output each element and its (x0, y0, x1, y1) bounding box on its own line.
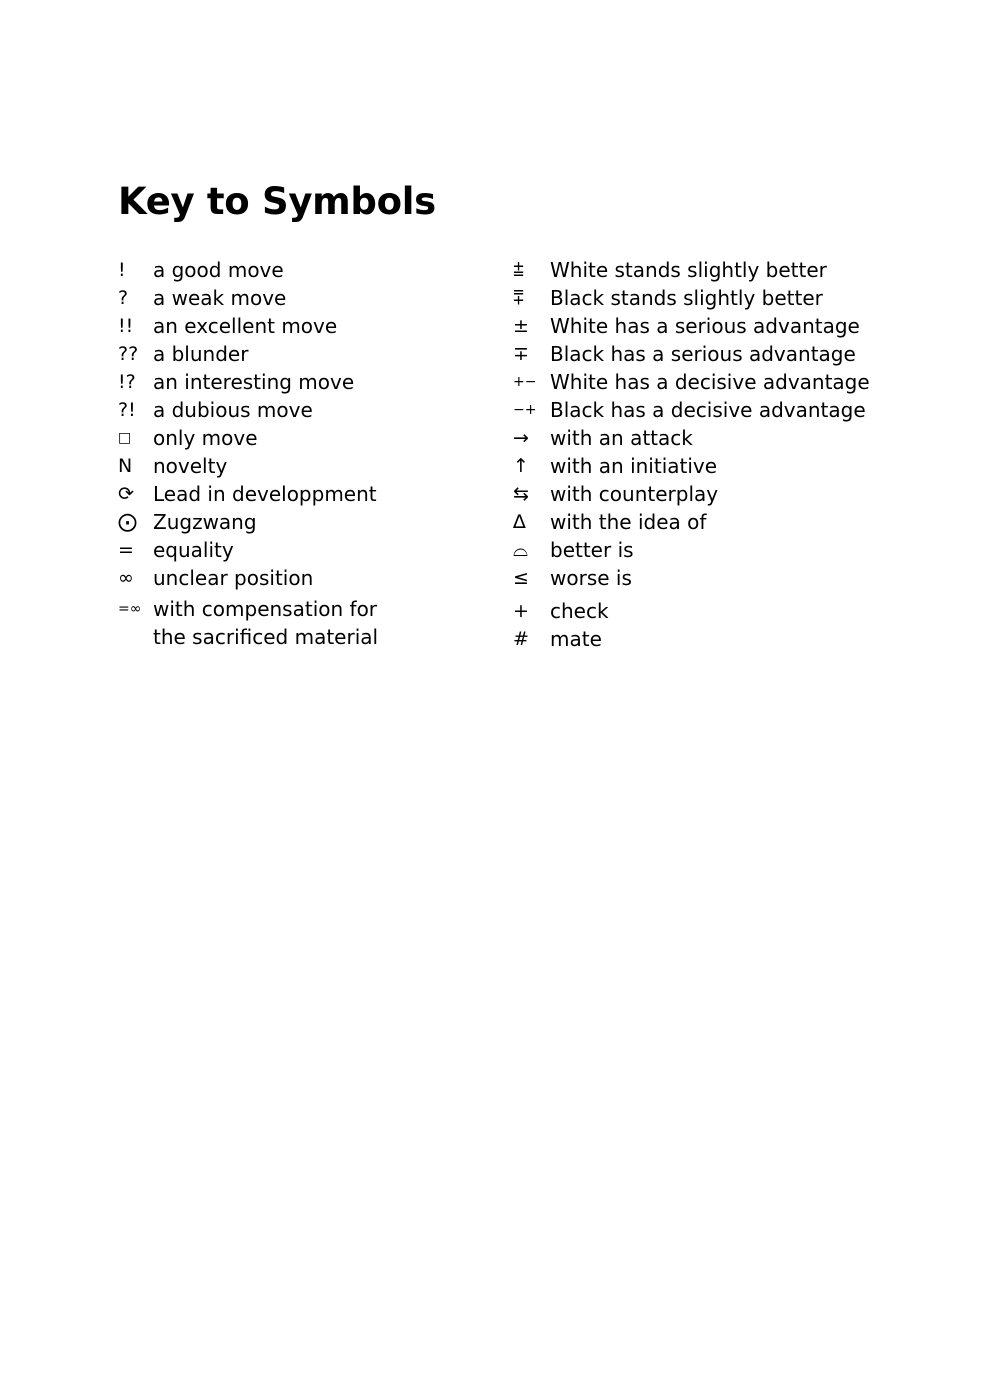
symbol: = (118, 539, 134, 561)
symbol: N (118, 455, 133, 477)
symbol-row-novelty (118, 452, 478, 480)
symbol-row-black-serious-advantage (513, 340, 913, 368)
symbol-meaning: White has a decisive advantage (550, 370, 870, 394)
symbol-row-blunder (118, 340, 478, 368)
symbol-row-white-slightly-better (513, 256, 913, 284)
symbol-meaning: a blunder (153, 342, 249, 366)
right-arrow-icon: → (513, 427, 529, 449)
symbol-row-white-decisive-advantage (513, 368, 913, 396)
symbol-meaning: equality (153, 538, 234, 562)
symbol: ∓ (513, 343, 529, 365)
symbol-row-zugzwang (118, 508, 478, 536)
symbol-meaning: check (550, 599, 609, 623)
symbol-meaning: an interesting move (153, 370, 355, 394)
symbol: ± (513, 315, 529, 337)
symbol-row-attack (513, 424, 913, 452)
left-right-arrows-icon: ⇆ (513, 483, 529, 505)
equal-infinity-icon: =∞ (118, 601, 142, 617)
symbol-meaning: with compensation for the sacrificed material (153, 597, 379, 649)
symbol: ⩱ (513, 287, 525, 309)
symbol-row-idea (513, 508, 913, 536)
symbol: ?? (118, 343, 139, 365)
symbol-row-interesting-move (118, 368, 478, 396)
symbol-row-white-serious-advantage (513, 312, 913, 340)
symbol: −+ (513, 402, 537, 418)
symbol-meaning: Black has a decisive advantage (550, 398, 866, 422)
symbol-row-development (118, 480, 478, 508)
symbol-row-counterplay (513, 480, 913, 508)
symbol-meaning: Lead in developpment (153, 482, 377, 506)
symbol-meaning: with the idea of (550, 510, 707, 534)
symbol: + (513, 600, 529, 622)
symbol: +− (513, 374, 537, 390)
symbol-meaning: only move (153, 426, 258, 450)
symbol-meaning: White has a serious advantage (550, 314, 860, 338)
symbol: ⩲ (513, 259, 525, 281)
symbol-meaning: a weak move (153, 286, 287, 310)
symbol-meaning: with an initiative (550, 454, 718, 478)
symbol-row-dubious-move (118, 396, 478, 424)
symbol-meaning: a dubious move (153, 398, 313, 422)
symbols-left-column (118, 256, 478, 651)
symbol-row-excellent-move (118, 312, 478, 340)
symbol-meaning: better is (550, 538, 634, 562)
symbol-meaning: unclear position (153, 566, 314, 590)
symbols-right-column (513, 256, 913, 653)
symbol: ?! (118, 399, 136, 421)
symbol-row-equality (118, 536, 478, 564)
square-icon: □ (118, 430, 132, 446)
symbol: !! (118, 315, 134, 337)
symbol-row-unclear (118, 564, 478, 592)
symbol-row-compensation (118, 595, 478, 651)
symbol-meaning: White stands slightly better (550, 258, 827, 282)
symbol: ≤ (513, 567, 529, 589)
symbol-meaning: Zugzwang (153, 510, 257, 534)
symbol: ! (118, 259, 126, 281)
symbol-row-worse-is (513, 564, 913, 592)
symbol-meaning: novelty (153, 454, 228, 478)
symbol-row-weak-move (118, 284, 478, 312)
symbol-row-only-move (118, 424, 478, 452)
up-arrow-icon: ↑ (513, 455, 529, 477)
segment-icon: ⌓ (513, 539, 529, 561)
symbol-row-black-decisive-advantage (513, 396, 913, 424)
infinity-icon: ∞ (118, 567, 134, 589)
symbol-meaning: with an attack (550, 426, 693, 450)
triangle-icon: ∆ (513, 511, 526, 533)
symbol-meaning: worse is (550, 566, 632, 590)
symbol-meaning: Black stands slightly better (550, 286, 823, 310)
symbol-row-initiative (513, 452, 913, 480)
symbol-row-check (513, 597, 913, 625)
symbol-row-good-move (118, 256, 478, 284)
symbol-row-black-slightly-better (513, 284, 913, 312)
symbol-row-better-is (513, 536, 913, 564)
symbol-meaning: an excellent move (153, 314, 338, 338)
symbol: # (513, 628, 529, 650)
symbol-meaning: mate (550, 627, 602, 651)
symbol-meaning: Black has a serious advantage (550, 342, 856, 366)
circled-dot-icon: ⨀ (118, 511, 137, 533)
symbol: ? (118, 287, 129, 309)
symbol-meaning: with counterplay (550, 482, 719, 506)
symbol-row-mate (513, 625, 913, 653)
page-title: Key to Symbols (118, 180, 436, 223)
symbol: !? (118, 371, 136, 393)
symbol-meaning: a good move (153, 258, 284, 282)
clockwise-arrow-icon: ⟳ (118, 483, 134, 505)
